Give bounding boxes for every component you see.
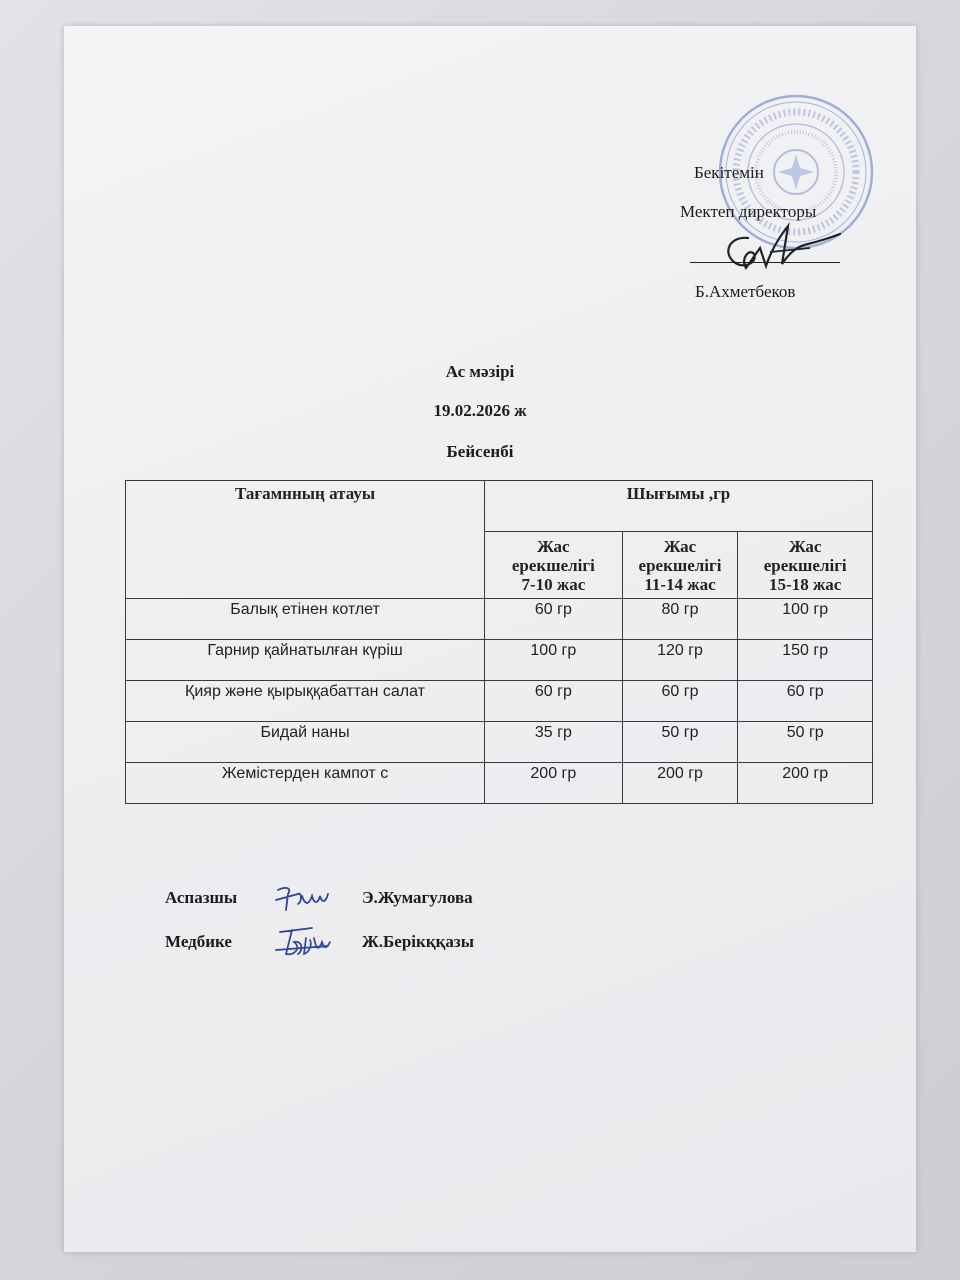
nurse-name: Ж.Берікққазы xyxy=(362,932,475,951)
dish-name-header: Тағамнның атауы xyxy=(126,481,485,599)
approve-label: Бекітемін xyxy=(694,163,764,182)
portion-15-18: 50 гр xyxy=(738,722,873,763)
portion-11-14: 60 гр xyxy=(622,681,738,722)
age-group-range: 7-10 жас xyxy=(521,574,586,594)
cook-name: Э.Жумагулова xyxy=(362,888,473,907)
director-title: Мектеп директоры xyxy=(680,202,817,221)
age-group-header xyxy=(738,532,873,599)
portion-15-18: 100 гр xyxy=(738,599,873,640)
age-group-range: 11-14 жас xyxy=(644,574,716,594)
portion-7-10: 35 гр xyxy=(485,722,623,763)
portion-15-18: 150 гр xyxy=(738,640,873,681)
menu-date: 19.02.2026 ж xyxy=(433,401,527,420)
portion-15-18: 60 гр xyxy=(738,681,873,722)
nurse-signature-icon xyxy=(272,924,334,960)
director-signature-icon xyxy=(700,218,850,280)
portion-11-14: 80 гр xyxy=(622,599,738,640)
dish-name: Гарнир қайнатылған күріш xyxy=(126,640,485,681)
cook-signature-icon xyxy=(272,880,332,914)
dish-name: Жемістерден кампот с xyxy=(126,763,485,804)
portion-7-10: 60 гр xyxy=(485,681,623,722)
age-group-line: Жас xyxy=(663,536,697,556)
director-name: Б.Ахметбеков xyxy=(695,282,796,301)
cook-role: Аспазшы xyxy=(165,888,238,907)
dish-name: Балық етінен котлет xyxy=(126,599,485,640)
dish-name: Қияр және қырыққабаттан салат xyxy=(126,681,485,722)
table-row xyxy=(126,722,873,763)
portion-11-14: 200 гр xyxy=(622,763,738,804)
table-row xyxy=(126,640,873,681)
age-group-line: Жас xyxy=(537,536,570,556)
director-signature-line xyxy=(690,262,840,263)
age-group-range: 15-18 жас xyxy=(769,574,842,594)
menu-weekday: Бейсенбі xyxy=(446,442,514,461)
age-group-header xyxy=(485,532,623,599)
table-row xyxy=(126,599,873,640)
age-group-header xyxy=(622,532,738,599)
portion-11-14: 50 гр xyxy=(622,722,738,763)
yield-header: Шығымы ,гр xyxy=(485,481,873,532)
table-header-row xyxy=(126,481,873,532)
menu-title: Ас мәзірі xyxy=(445,362,515,381)
age-group-line: ерекшелігі xyxy=(511,555,595,575)
portion-15-18: 200 гр xyxy=(738,763,873,804)
table-row xyxy=(126,681,873,722)
age-group-line: Жас xyxy=(788,536,822,556)
dish-name: Бидай наны xyxy=(126,722,485,763)
menu-table xyxy=(125,480,873,804)
age-group-line: ерекшелігі xyxy=(638,555,722,575)
age-group-line: ерекшелігі xyxy=(763,555,847,575)
portion-7-10: 100 гр xyxy=(485,640,623,681)
portion-11-14: 120 гр xyxy=(622,640,738,681)
nurse-role: Медбике xyxy=(165,932,232,951)
table-row xyxy=(126,763,873,804)
portion-7-10: 200 гр xyxy=(485,763,623,804)
portion-7-10: 60 гр xyxy=(485,599,623,640)
